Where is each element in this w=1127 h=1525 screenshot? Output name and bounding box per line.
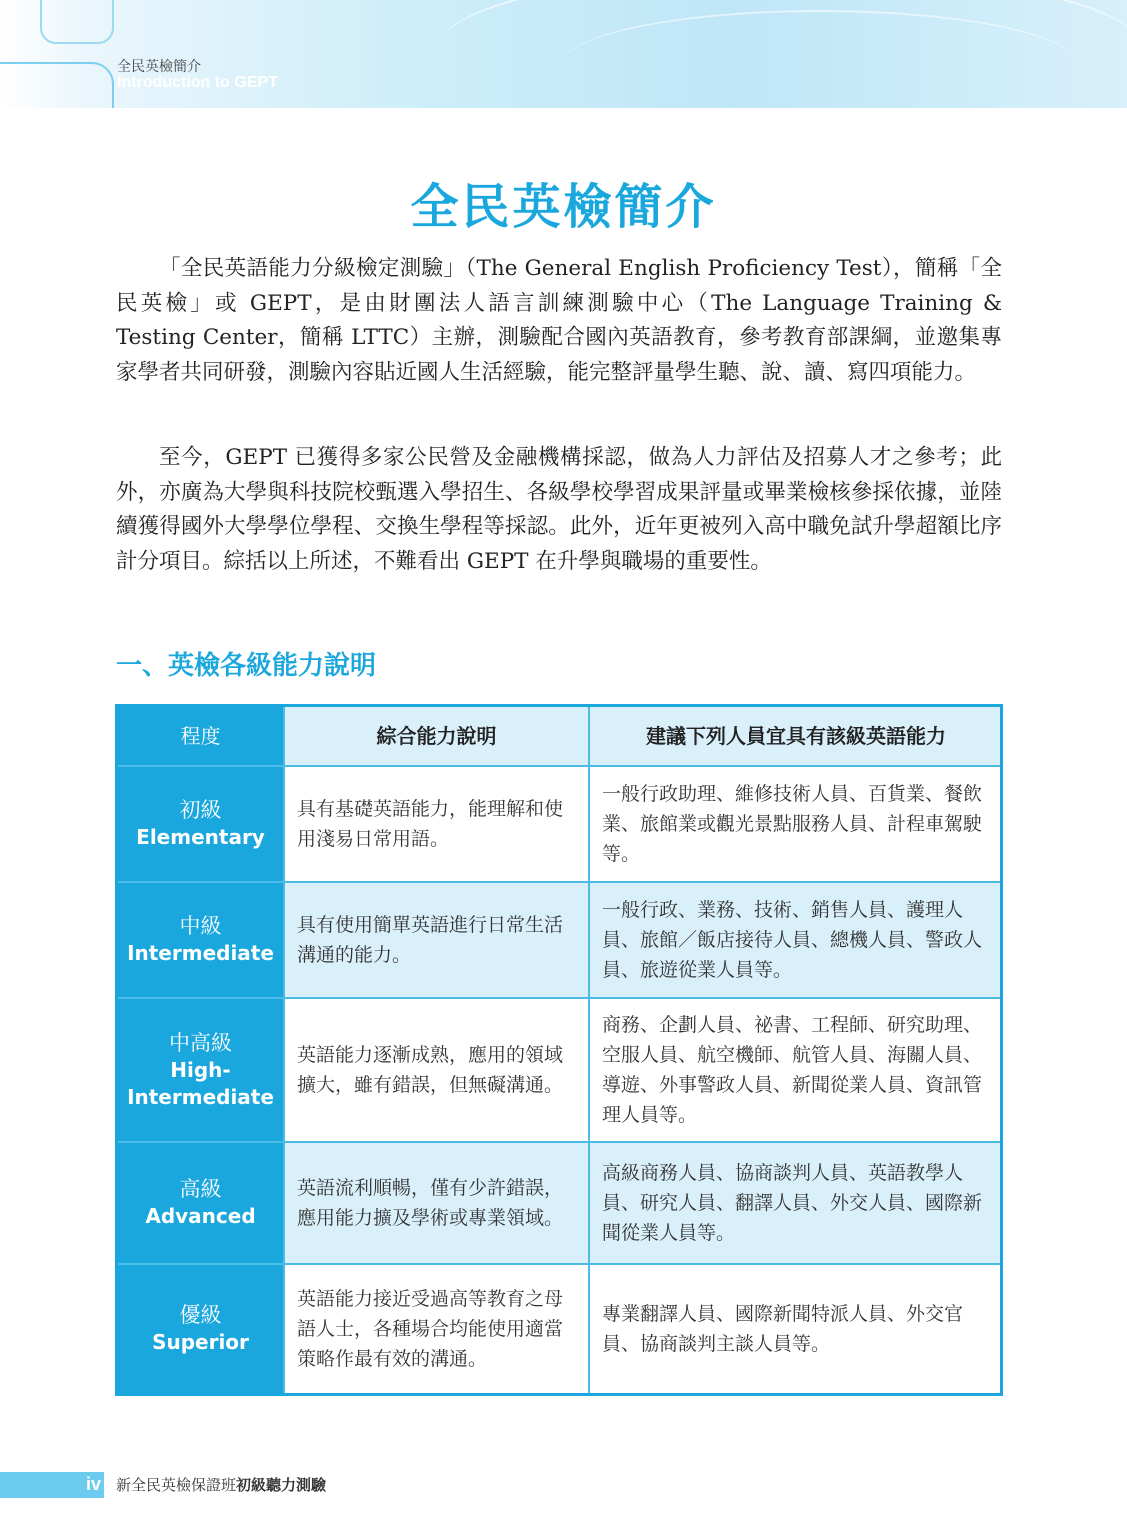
- page-number: iv: [86, 1474, 102, 1494]
- level-cn: 中高級: [169, 1030, 232, 1055]
- level-cell: [118, 767, 285, 881]
- table-row: [118, 881, 1000, 997]
- level-cell: [118, 1143, 285, 1263]
- level-en: Superior: [152, 1330, 249, 1354]
- table-row: [118, 1141, 1000, 1263]
- footer-book-title: [116, 1474, 326, 1495]
- level-cell: [118, 999, 285, 1141]
- level-en: Advanced: [145, 1204, 256, 1228]
- header-section-cn: 全民英檢簡介: [117, 58, 201, 74]
- suggested-cell: 一般行政、業務、技術、銷售人員、護理人員、旅館／飯店接待人員、總機人員、警政人員、旅遊從業人員等。: [590, 883, 1000, 997]
- level-cell: [118, 883, 285, 997]
- header-decoration: [0, 62, 114, 108]
- page-header-band: [0, 0, 1127, 108]
- level-cn: 高級: [179, 1177, 222, 1201]
- description-cell: 具有使用簡單英語進行日常生活溝通的能力。: [285, 883, 590, 997]
- description-cell: 具有基礎英語能力，能理解和使用淺易日常用語。: [285, 767, 590, 881]
- level-cell: [118, 1265, 285, 1393]
- level-cn: 中級: [179, 914, 222, 938]
- footer-title-prefix: 新全民英檢保證班: [116, 1476, 237, 1494]
- suggested-cell: 一般行政助理、維修技術人員、百貨業、餐飲業、旅館業或觀光景點服務人員、計程車駕駛等。: [602, 783, 983, 865]
- description-cell: 英語能力接近受過高等教育之母語人士，各種場合均能使用適當策略作最有效的溝通。: [285, 1265, 590, 1393]
- header-cell-suggested: 建議下列人員宜具有該級英語能力: [590, 707, 1000, 765]
- header-decoration: [40, 0, 114, 44]
- level-cn: 優級: [179, 1303, 222, 1327]
- description-cell: 英語流利順暢，僅有少許錯誤，應用能力擴及學術或專業領域。: [285, 1143, 590, 1263]
- header-cell-description: 綜合能力說明: [285, 707, 590, 765]
- intro-paragraph-2: 至今，GEPT 已獲得多家公民營及金融機構採認，做為人力評估及招募人才之參考；此外，亦廣為大學與科技院校甄選入學招生、各級學校學習成果評量或畢業檢核參採依據，並陸續獲得國外大學學位學程、交換生學程等採認。此外，近年更被列入高中職免試升學超額比序計分項目。綜括以上所述，不難看出 GEPT 在升學與職場的重要性。: [116, 445, 1002, 574]
- section-heading: 一、英檢各級能力說明: [116, 651, 377, 681]
- header-section-en: Introduction to GEPT: [117, 74, 278, 91]
- footer-title-bold: 初級聽力測驗: [236, 1476, 327, 1494]
- suggested-cell: 高級商務人員、協商談判人員、英語教學人員、研究人員、翻譯人員、外交人員、國際新聞從業人員等。: [590, 1143, 1000, 1263]
- suggested-cell: 專業翻譯人員、國際新聞特派人員、外交官員、協商談判主談人員等。: [602, 1303, 964, 1355]
- table-row: [118, 997, 1000, 1141]
- header-cell-level: 程度: [118, 707, 285, 765]
- level-en: Elementary: [136, 825, 265, 849]
- level-cn: 初級: [179, 798, 222, 822]
- page-title: 全民英檢簡介: [410, 179, 717, 235]
- level-en: High-Intermediate: [127, 1057, 274, 1109]
- table-row: [118, 765, 1000, 881]
- description-cell: 英語能力逐漸成熟，應用的領域擴大，雖有錯誤，但無礙溝通。: [285, 999, 590, 1141]
- level-table: [115, 704, 1003, 1396]
- table-header-row: [118, 707, 1000, 765]
- level-en: Intermediate: [127, 941, 274, 965]
- suggested-cell: 商務、企劃人員、祕書、工程師、研究助理、空服人員、航空機師、航管人員、海關人員、導遊、外事警政人員、新聞從業人員、資訊管理人員等。: [602, 1014, 983, 1126]
- table-row: [118, 1263, 1000, 1393]
- intro-paragraph-1: 「全民英語能力分級檢定測驗」（The General English Proficiency Test），簡稱「全民英檢」或 GEPT，是由財團法人語言訓練測驗中心（The Language Training & Testing Center，簡稱 LTTC）主辦，測驗配合國內英語教育，參考教育部課綱，並邀集專家學者共同研發，測驗內容貼近國人生活經驗，能完整評量學生聽、說、讀、寫四項能力。: [116, 256, 1002, 385]
